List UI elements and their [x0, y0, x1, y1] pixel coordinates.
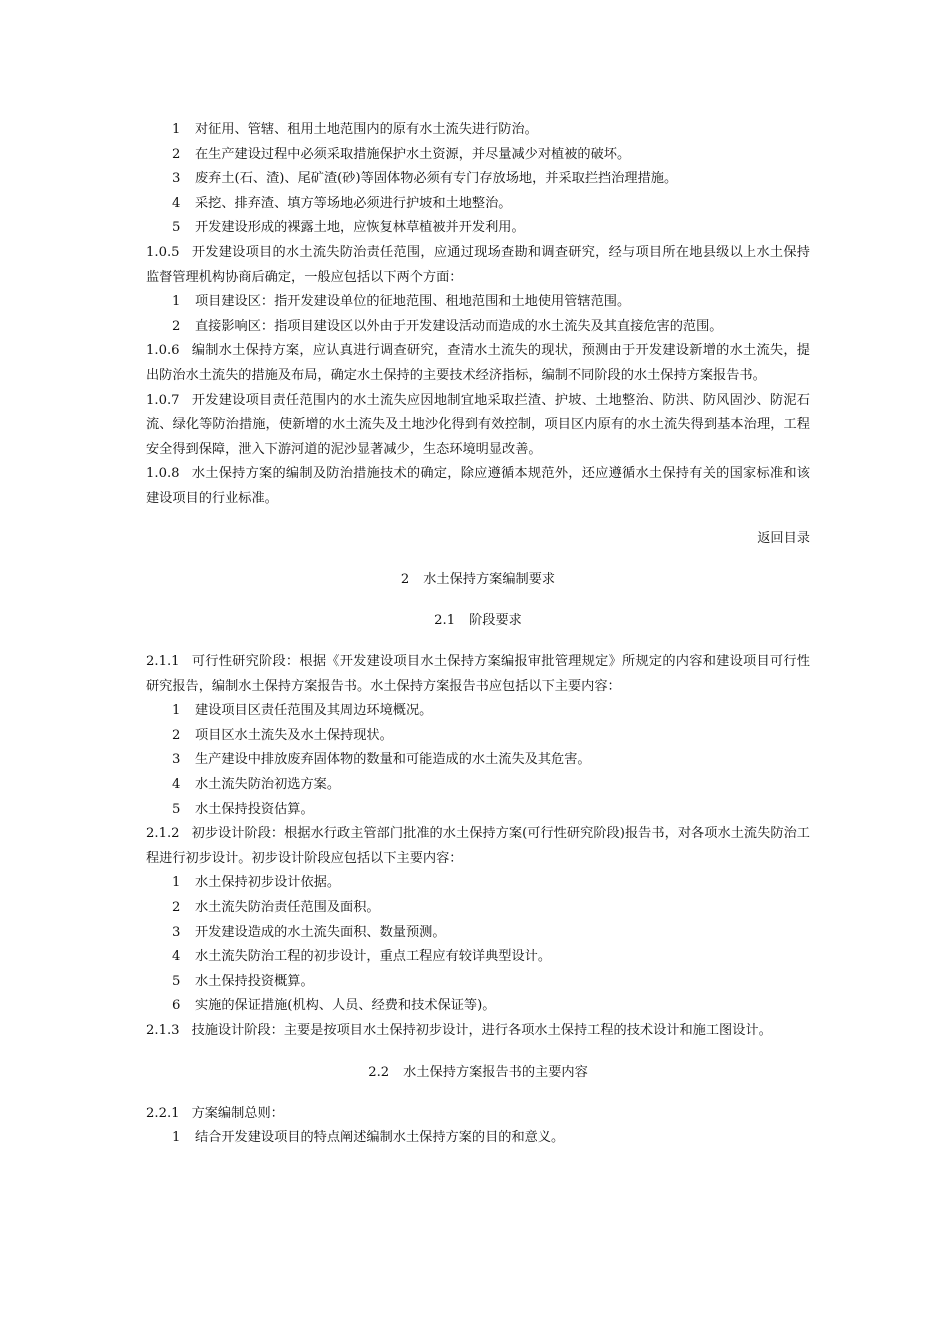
clause-1-0-7 [146, 389, 810, 463]
list-item [146, 192, 810, 217]
list-item [146, 994, 810, 1019]
item-number: 2 [172, 146, 181, 162]
item-number: 1 [172, 875, 181, 891]
list-item [146, 748, 810, 773]
item-text: 水土流失防治初选方案。 [195, 777, 341, 793]
clause-1-0-5 [146, 241, 810, 290]
clause-number: 2.1.1 [146, 654, 180, 670]
list-item [146, 896, 810, 921]
item-number: 1 [172, 1130, 181, 1146]
clause-number: 1.0.6 [146, 343, 180, 359]
list-item [146, 118, 810, 143]
item-number: 3 [172, 924, 181, 940]
list-item [146, 216, 810, 241]
item-number: 4 [172, 949, 181, 965]
clause-number: 2.2.1 [146, 1105, 180, 1121]
item-text: 水土流失防治工程的初步设计，重点工程应有较详典型设计。 [195, 949, 552, 965]
clause-2-1-2 [146, 822, 810, 871]
list-item [146, 315, 810, 340]
item-number: 6 [172, 998, 181, 1014]
list-item [146, 798, 810, 823]
clause-text: 技施设计阶段：主要是按项目水土保持初步设计，进行各项水土保持工程的技术设计和施工图设计。 [191, 1023, 772, 1038]
item-text: 建设项目区责任范围及其周边环境概况。 [195, 703, 433, 719]
list-item [146, 724, 810, 749]
item-number: 3 [172, 171, 181, 187]
item-number: 2 [172, 727, 181, 743]
clause-1-0-8 [146, 462, 810, 511]
item-text: 水土保持初步设计依据。 [195, 875, 341, 891]
clause-text: 水土保持方案的编制及防治措施技术的确定，除应遵循本规范外，还应遵循水土保持有关的国家标准和该建设项目的行业标准。 [146, 466, 810, 506]
item-text: 水土流失防治责任范围及面积。 [195, 900, 380, 916]
item-number: 1 [172, 703, 181, 719]
clause-2-1-3 [146, 1019, 810, 1044]
item-number: 5 [172, 973, 181, 989]
list-item [146, 921, 810, 946]
item-text: 直接影响区：指项目建设区以外由于开发建设活动而造成的水土流失及其直接危害的范围。 [195, 318, 723, 334]
item-text: 水土保持投资估算。 [195, 801, 314, 817]
list-item [146, 143, 810, 168]
item-text: 废弃土(石、渣)、尾矿渣(砂)等固体物必须有专门存放场地，并采取拦挡治理措施。 [195, 171, 678, 187]
item-text: 项目建设区：指开发建设单位的征地范围、租地范围和土地使用管辖范围。 [195, 294, 631, 310]
section-number: 2.1 [434, 613, 456, 629]
list-item [146, 699, 810, 724]
item-text: 在生产建设过程中必须采取措施保护水土资源，并尽量减少对植被的破坏。 [195, 146, 631, 162]
list-item [146, 167, 810, 192]
list-item [146, 1126, 810, 1151]
clause-text: 开发建设项目的水土流失防治责任范围，应通过现场查勘和调查研究，经与项目所在地县级以上水土保持监督管理机构协商后确定，一般应包括以下两个方面： [146, 244, 810, 285]
item-number: 2 [172, 900, 181, 916]
item-number: 5 [172, 801, 181, 817]
clause-text: 可行性研究阶段：根据《开发建设项目水土保持方案编报审批管理规定》所规定的内容和建设项目可行性研究报告，编制水土保持方案报告书。水土保持方案报告书应包括以下主要内容： [146, 654, 810, 694]
clause-2-1-1 [146, 650, 810, 699]
item-text: 水土保持投资概算。 [195, 973, 314, 989]
item-number: 4 [172, 195, 181, 211]
section-title: 水土保持方案报告书的主要内容 [403, 1064, 588, 1080]
item-number: 5 [172, 220, 181, 236]
item-text: 采挖、排弃渣、填方等场地必须进行护坡和土地整治。 [195, 195, 512, 211]
clause-text: 编制水土保持方案，应认真进行调查研究，查清水土流失的现状，预测由于开发建设新增的水土流失，提出防治水土流失的措施及布局，确定水土保持的主要技术经济指标，编制不同阶段的水土保持方案报告书。 [146, 343, 810, 383]
clause-number: 1.0.7 [146, 392, 180, 408]
item-number: 3 [172, 752, 181, 768]
list-item [146, 773, 810, 798]
list-item [146, 970, 810, 995]
clause-text: 初步设计阶段：根据水行政主管部门批准的水土保持方案(可行性研究阶段)报告书，对各项水土流失防治工程进行初步设计。初步设计阶段应包括以下主要内容： [146, 826, 810, 866]
clause-1-0-6 [146, 339, 810, 388]
item-number: 2 [172, 318, 181, 334]
clause-text: 开发建设项目责任范围内的水土流失应因地制宜地采取拦渣、护坡、土地整治、防洪、防风固沙、防泥石流、绿化等防治措施，使新增的水土流失及土地沙化得到有效控制，项目区内原有的水土流失得到基本治理，工程安全得到保障，泄入下游河道的泥沙显著减少，生态环境明显改善。 [146, 392, 810, 457]
clause-text: 方案编制总则： [191, 1105, 284, 1121]
item-number: 1 [172, 122, 181, 137]
clause-number: 1.0.8 [146, 466, 180, 482]
item-text: 对征用、管辖、租用土地范围内的原有水土流失进行防治。 [195, 122, 538, 137]
chapter-title: 水土保持方案编制要求 [423, 572, 556, 588]
clause-number: 2.1.3 [146, 1023, 180, 1038]
item-number: 4 [172, 777, 181, 793]
clause-number: 2.1.2 [146, 826, 180, 842]
back-to-toc [146, 527, 810, 552]
chapter-heading [146, 566, 810, 594]
section-number: 2.2 [368, 1064, 390, 1080]
section-heading [146, 607, 810, 635]
document-body [146, 118, 810, 1151]
item-text: 实施的保证措施(机构、人员、经费和技术保证等)。 [195, 998, 496, 1014]
item-number: 1 [172, 294, 181, 310]
list-item [146, 290, 810, 315]
item-text: 开发建设造成的水土流失面积、数量预测。 [195, 924, 446, 940]
item-text: 生产建设中排放废弃固体物的数量和可能造成的水土流失及其危害。 [195, 752, 591, 768]
clause-2-2-1 [146, 1102, 810, 1127]
list-item [146, 871, 810, 896]
item-text: 开发建设形成的裸露土地，应恢复林草植被并开发利用。 [195, 220, 525, 236]
section-title: 阶段要求 [469, 613, 522, 629]
section-heading [146, 1059, 810, 1087]
chapter-number: 2 [400, 572, 410, 588]
list-item [146, 945, 810, 970]
back-to-toc-link[interactable]: 返回目录 [757, 530, 810, 546]
item-text: 结合开发建设项目的特点阐述编制水土保持方案的目的和意义。 [195, 1130, 565, 1146]
item-text: 项目区水土流失及水土保持现状。 [195, 727, 393, 743]
clause-number: 1.0.5 [146, 244, 180, 260]
